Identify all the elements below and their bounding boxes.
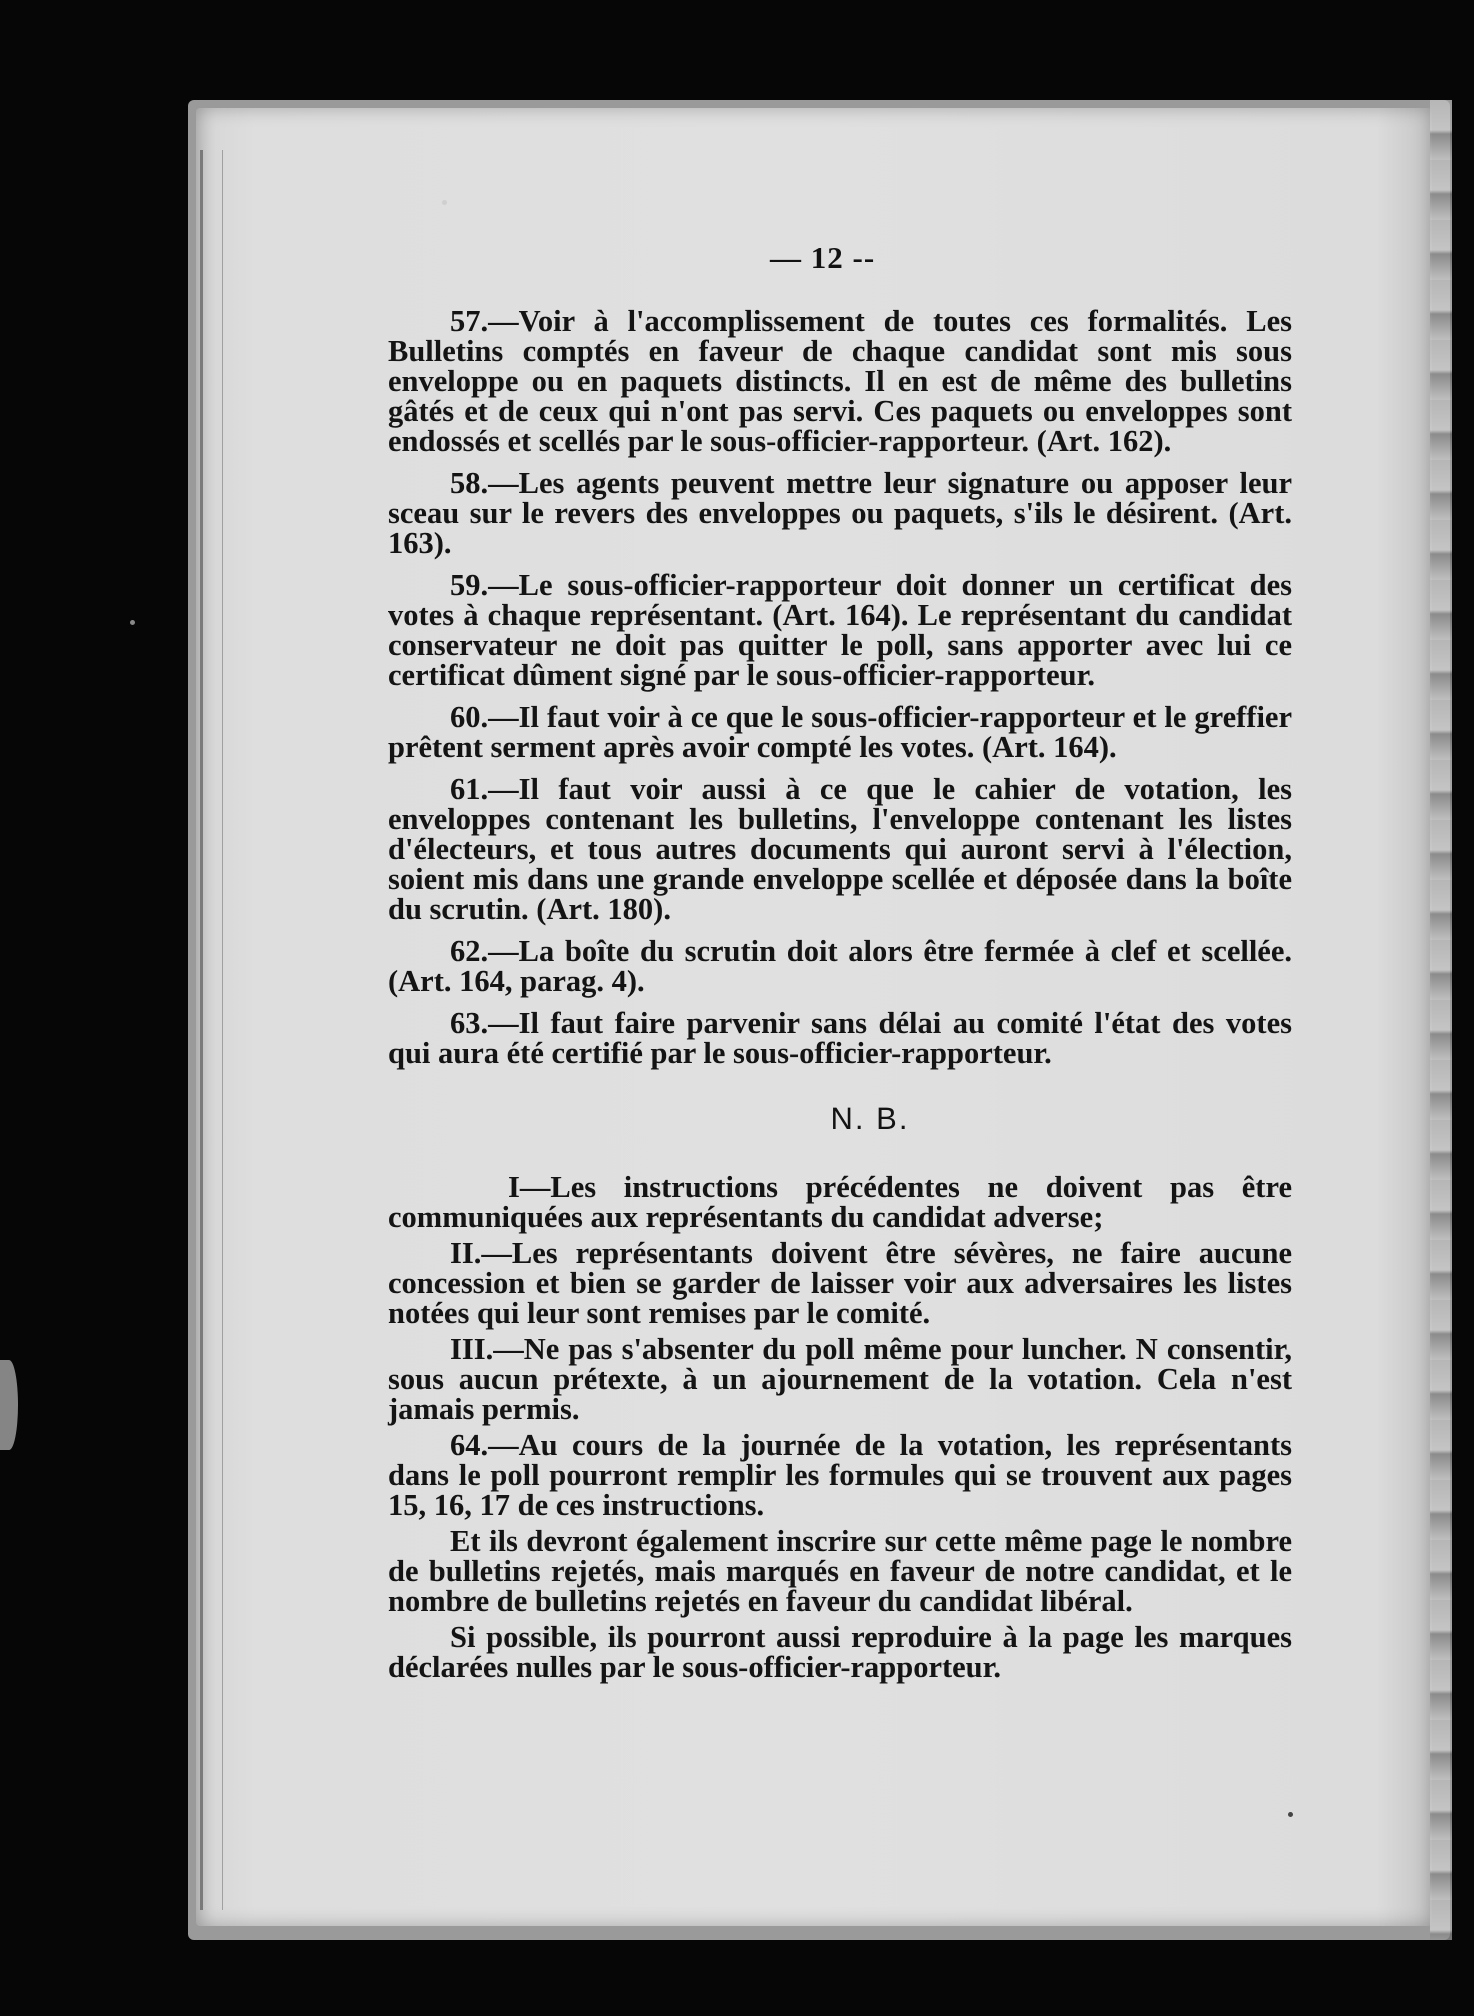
- paragraph-60: 60.—Il faut voir à ce que le sous-officier-rapporteur et le greffier prêtent serment après avoir compté les votes. (Art. 164).: [388, 700, 1292, 764]
- scan-artifact: [0, 1360, 18, 1450]
- paragraph-si-possible: Si possible, ils pourront aussi reproduire à la page les marques déclarées nulles par le sous-officier-rapporteur.: [388, 1620, 1292, 1684]
- page-body: [388, 306, 1292, 1688]
- nb-paragraph-ii: II.—Les représentants doivent être sévères, ne faire aucune concession et bien se garder de laisser voir aux adversaires les listes notées qui leur sont remises par le comité.: [388, 1236, 1292, 1330]
- nb-paragraph-iii: III.—Ne pas s'absenter du poll même pour luncher. N consentir, sous aucun prétexte, à un ajournement de la votation. Cela n'est jamais permis.: [388, 1332, 1292, 1426]
- scan-speck: [1288, 1812, 1293, 1817]
- page-right-edge: [1430, 100, 1452, 1940]
- page-binding-edge: [200, 150, 203, 1910]
- paragraph-64: 64.—Au cours de la journée de la votation, les représentants dans le poll pourront remplir les formules qui se trouvent aux pages 15, 16, 17 de ces instructions.: [388, 1428, 1292, 1522]
- nb-heading: N. B.: [830, 1101, 910, 1136]
- paragraph-61: 61.—Il faut voir aussi à ce que le cahier de votation, les enveloppes contenant les bulletins, l'enveloppe contenant les listes d'électeurs, et tous autres documents qui auront servi à l'élection, soient mis dans une grande enveloppe scellée et déposée dans la boîte du scrutin. (Art. 180).: [388, 772, 1292, 926]
- paragraph-59: 59.—Le sous-officier-rapporteur doit donner un certificat des votes à chaque représentant. (Art. 164). Le représentant du candidat conservateur ne doit pas quitter le poll, sans apporter avec lui ce certificat dûment signé par le sous-officier-rapporteur.: [388, 568, 1292, 692]
- paragraph-62: 62.—La boîte du scrutin doit alors être fermée à clef et scellée. (Art. 164, parag. 4).: [388, 934, 1292, 998]
- page-binding-crease: [222, 150, 223, 1910]
- page-number: — 12 --: [770, 240, 876, 275]
- paragraph-58: 58.—Les agents peuvent mettre leur signature ou apposer leur sceau sur le revers des enveloppes ou paquets, s'ils le désirent. (Art. 163).: [388, 466, 1292, 560]
- scan-speck: [130, 620, 135, 625]
- paragraph-57: 57.—Voir à l'accomplissement de toutes ces formalités. Les Bulletins comptés en faveur de chaque candidat sont mis sous enveloppe ou en paquets distincts. Il en est de même des bulletins gâtés et de ceux qui n'ont pas servi. Ces paquets ou enveloppes sont endossés et scellés par le sous-officier-rapporteur. (Art. 162).: [388, 304, 1292, 458]
- scan-speck: [442, 200, 447, 205]
- nb-paragraph-i: I—Les instructions précédentes ne doivent pas être communiquées aux représentants du candidat adverse;: [388, 1170, 1292, 1234]
- paragraph-63: 63.—Il faut faire parvenir sans délai au comité l'état des votes qui aura été certifié par le sous-officier-rapporteur.: [388, 1006, 1292, 1070]
- paragraph-et-ils: Et ils devront également inscrire sur cette même page le nombre de bulletins rejetés, mais marqués en faveur de notre candidat, et le nombre de bulletins rejetés en faveur du candidat libéral.: [388, 1524, 1292, 1618]
